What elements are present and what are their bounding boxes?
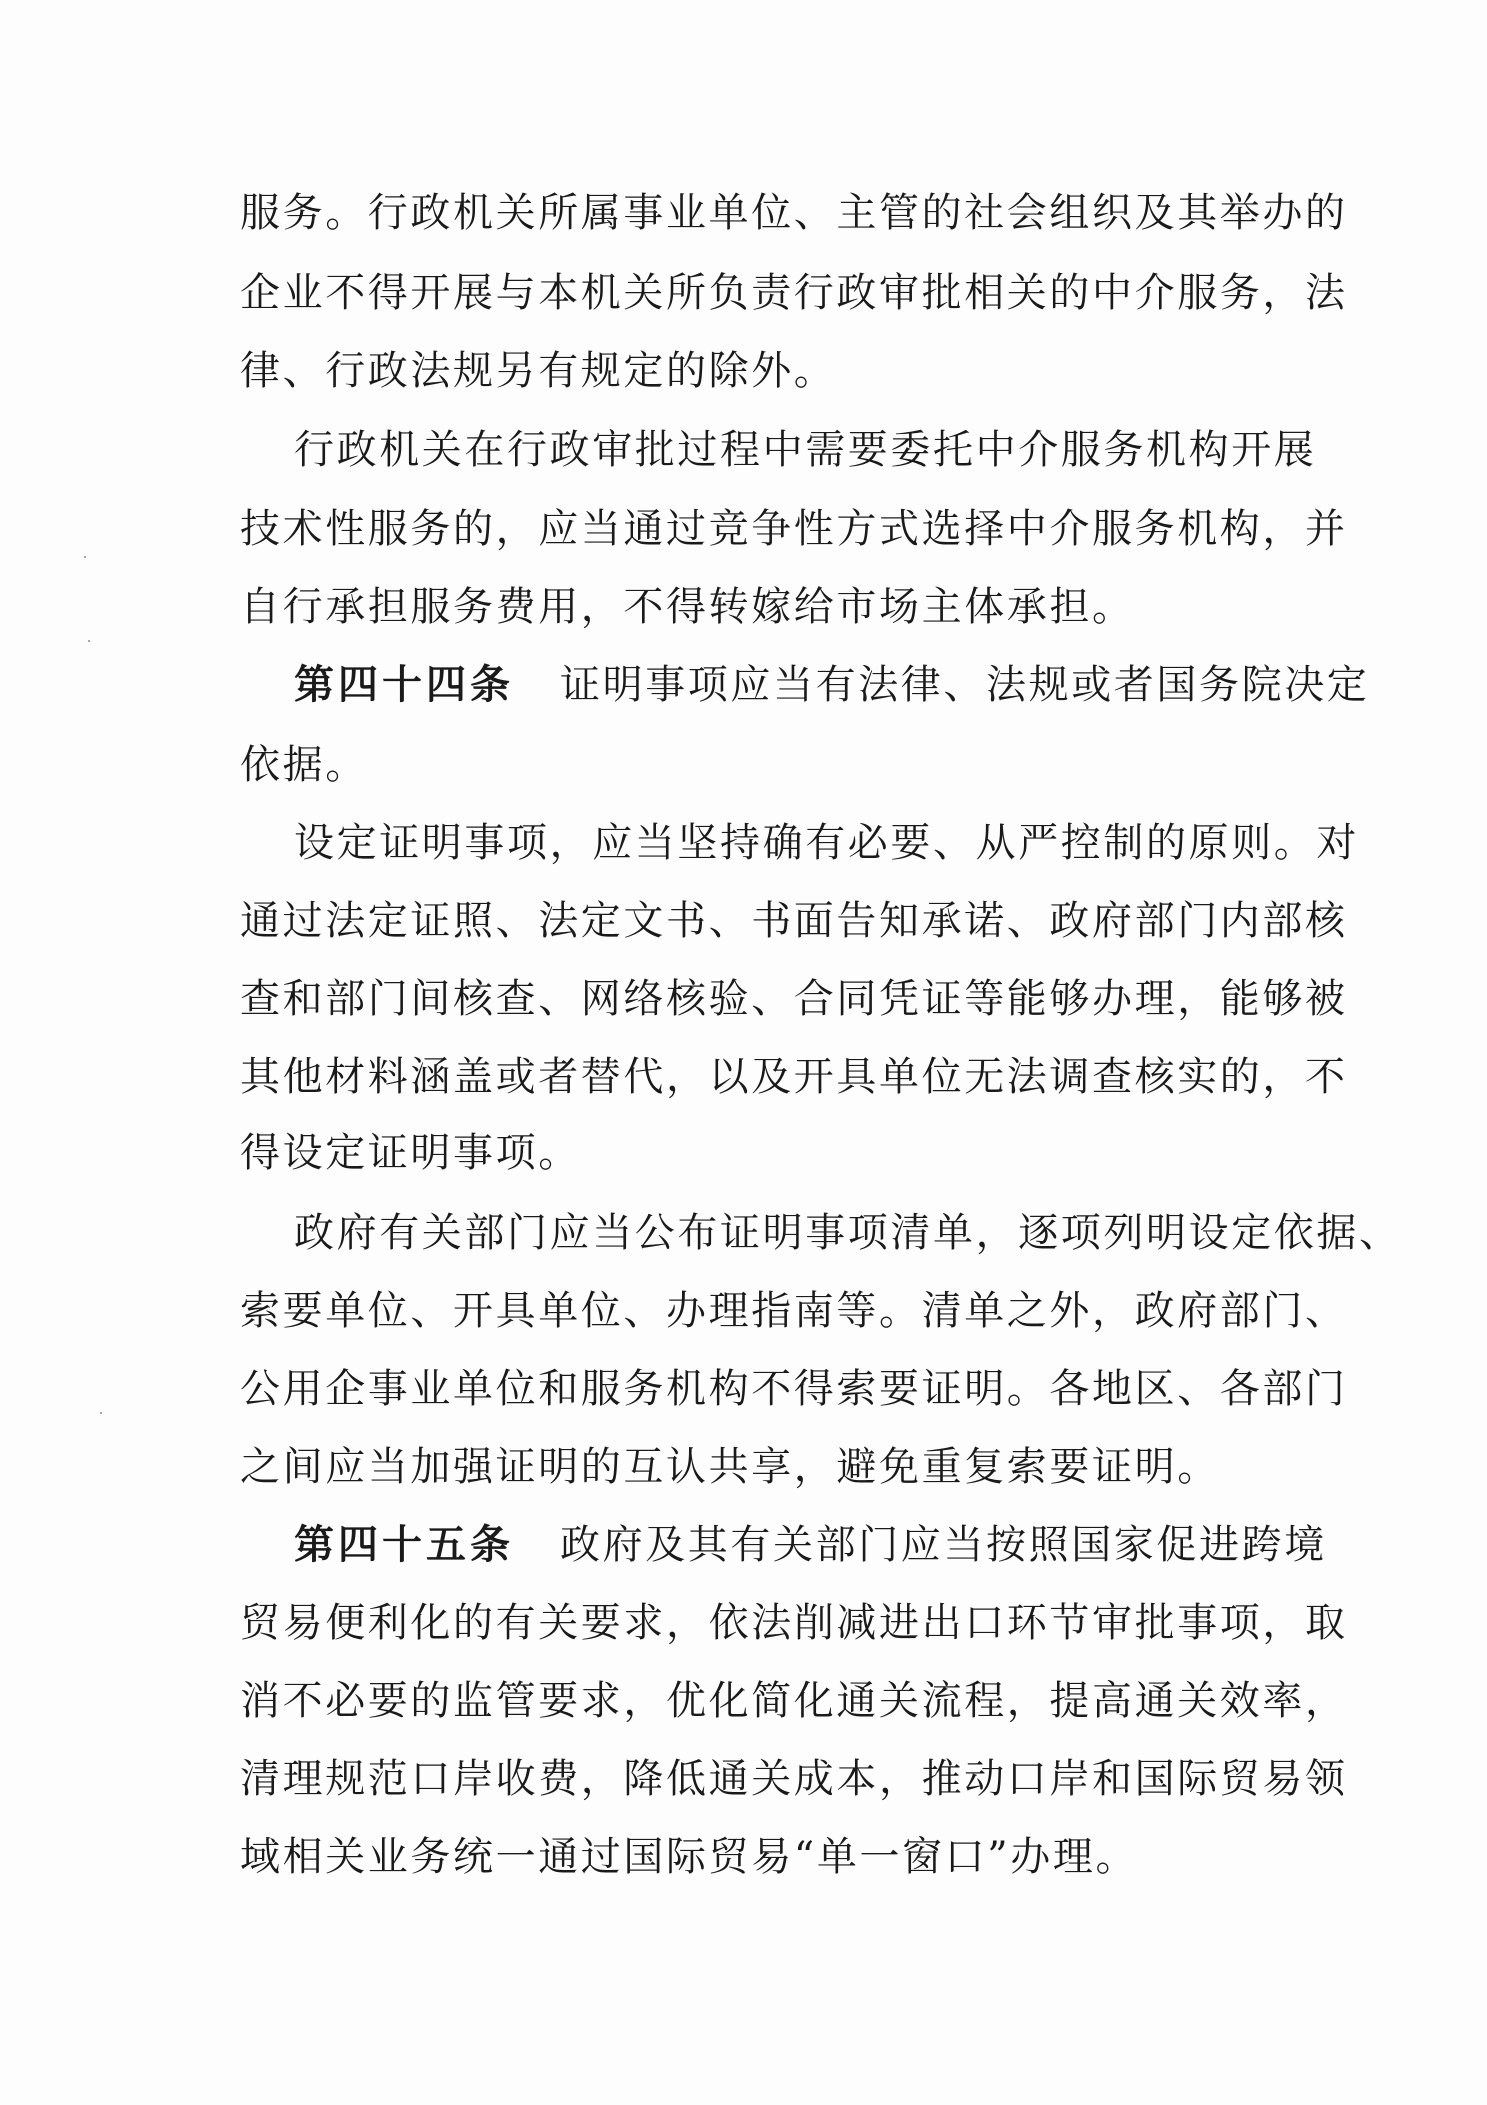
text-line <box>0 896 1487 946</box>
text-line <box>0 1754 1487 1804</box>
text-line-content: 通过法定证照、法定文书、书面告知承诺、政府部门内部核 <box>240 898 1348 944</box>
text-line-content: 政府有关部门应当公布证明事项清单，逐项列明设定依据、 <box>294 1210 1402 1256</box>
text-line-content: 之间应当加强证明的互认共享，避免重复索要证明。 <box>240 1444 1220 1490</box>
text-line-content: 企业不得开展与本机关所负责行政审批相关的中介服务，法 <box>240 270 1348 316</box>
text-line-content: 消不必要的监管要求，优化简化通关流程，提高通关效率， <box>240 1678 1348 1724</box>
text-line-content: 证明事项应当有法律、法规或者国务院决定 <box>560 662 1370 708</box>
text-line <box>0 740 1487 790</box>
text-line <box>0 1208 1487 1258</box>
text-line <box>0 1364 1487 1414</box>
text-line-content: 索要单位、开具单位、办理指南等。清单之外，政府部门、 <box>240 1288 1348 1334</box>
text-line-content: 依据。 <box>240 742 368 788</box>
text-line-content: 政府及其有关部门应当按照国家促进跨境 <box>560 1522 1327 1568</box>
text-line <box>0 268 1487 318</box>
scan-speck <box>88 640 90 642</box>
text-line-content: 得设定证明事项。 <box>240 1130 581 1176</box>
text-line <box>0 1676 1487 1726</box>
text-line-content: 行政机关在行政审批过程中需要委托中介服务机构开展 <box>294 427 1317 473</box>
text-line-content: 域相关业务统一通过国际贸易“单一窗口”办理。 <box>240 1834 1139 1880</box>
text-line-content: 其他材料涵盖或者替代，以及开具单位无法调查核实的，不 <box>240 1054 1348 1100</box>
scan-speck <box>84 556 86 558</box>
text-line <box>0 1832 1487 1882</box>
text-line <box>0 974 1487 1024</box>
text-line-content: 自行承担服务费用，不得转嫁给市场主体承担。 <box>240 584 1135 630</box>
text-line <box>0 1286 1487 1336</box>
article-45-first-line <box>0 1520 1487 1570</box>
text-line <box>0 188 1487 238</box>
text-line <box>0 1442 1487 1492</box>
text-line-content: 公用企事业单位和服务机构不得索要证明。各地区、各部门 <box>240 1366 1348 1412</box>
text-line <box>0 1598 1487 1648</box>
article-45-heading: 第四十五条 <box>294 1521 514 1568</box>
text-line <box>0 1128 1487 1178</box>
article-44-first-line <box>0 660 1487 710</box>
text-line <box>0 346 1487 396</box>
text-line <box>0 818 1487 868</box>
text-line-content: 查和部门间核查、网络核验、合同凭证等能够办理，能够被 <box>240 976 1348 1022</box>
text-line-content: 服务。行政机关所属事业单位、主管的社会组织及其举办的 <box>240 190 1348 236</box>
text-line-content: 贸易便利化的有关要求，依法削减进出口环节审批事项，取 <box>240 1600 1348 1646</box>
text-line <box>0 1052 1487 1102</box>
text-line-content: 技术性服务的，应当通过竞争性方式选择中介服务机构，并 <box>240 506 1348 552</box>
article-44-heading: 第四十四条 <box>294 661 514 708</box>
scan-speck <box>100 1412 102 1414</box>
text-line <box>0 425 1487 475</box>
text-line-content: 清理规范口岸收费，降低通关成本，推动口岸和国际贸易领 <box>240 1756 1348 1802</box>
text-line-content: 律、行政法规另有规定的除外。 <box>240 348 837 394</box>
text-line <box>0 504 1487 554</box>
text-line <box>0 582 1487 632</box>
text-line-content: 设定证明事项，应当坚持确有必要、从严控制的原则。对 <box>294 820 1359 866</box>
